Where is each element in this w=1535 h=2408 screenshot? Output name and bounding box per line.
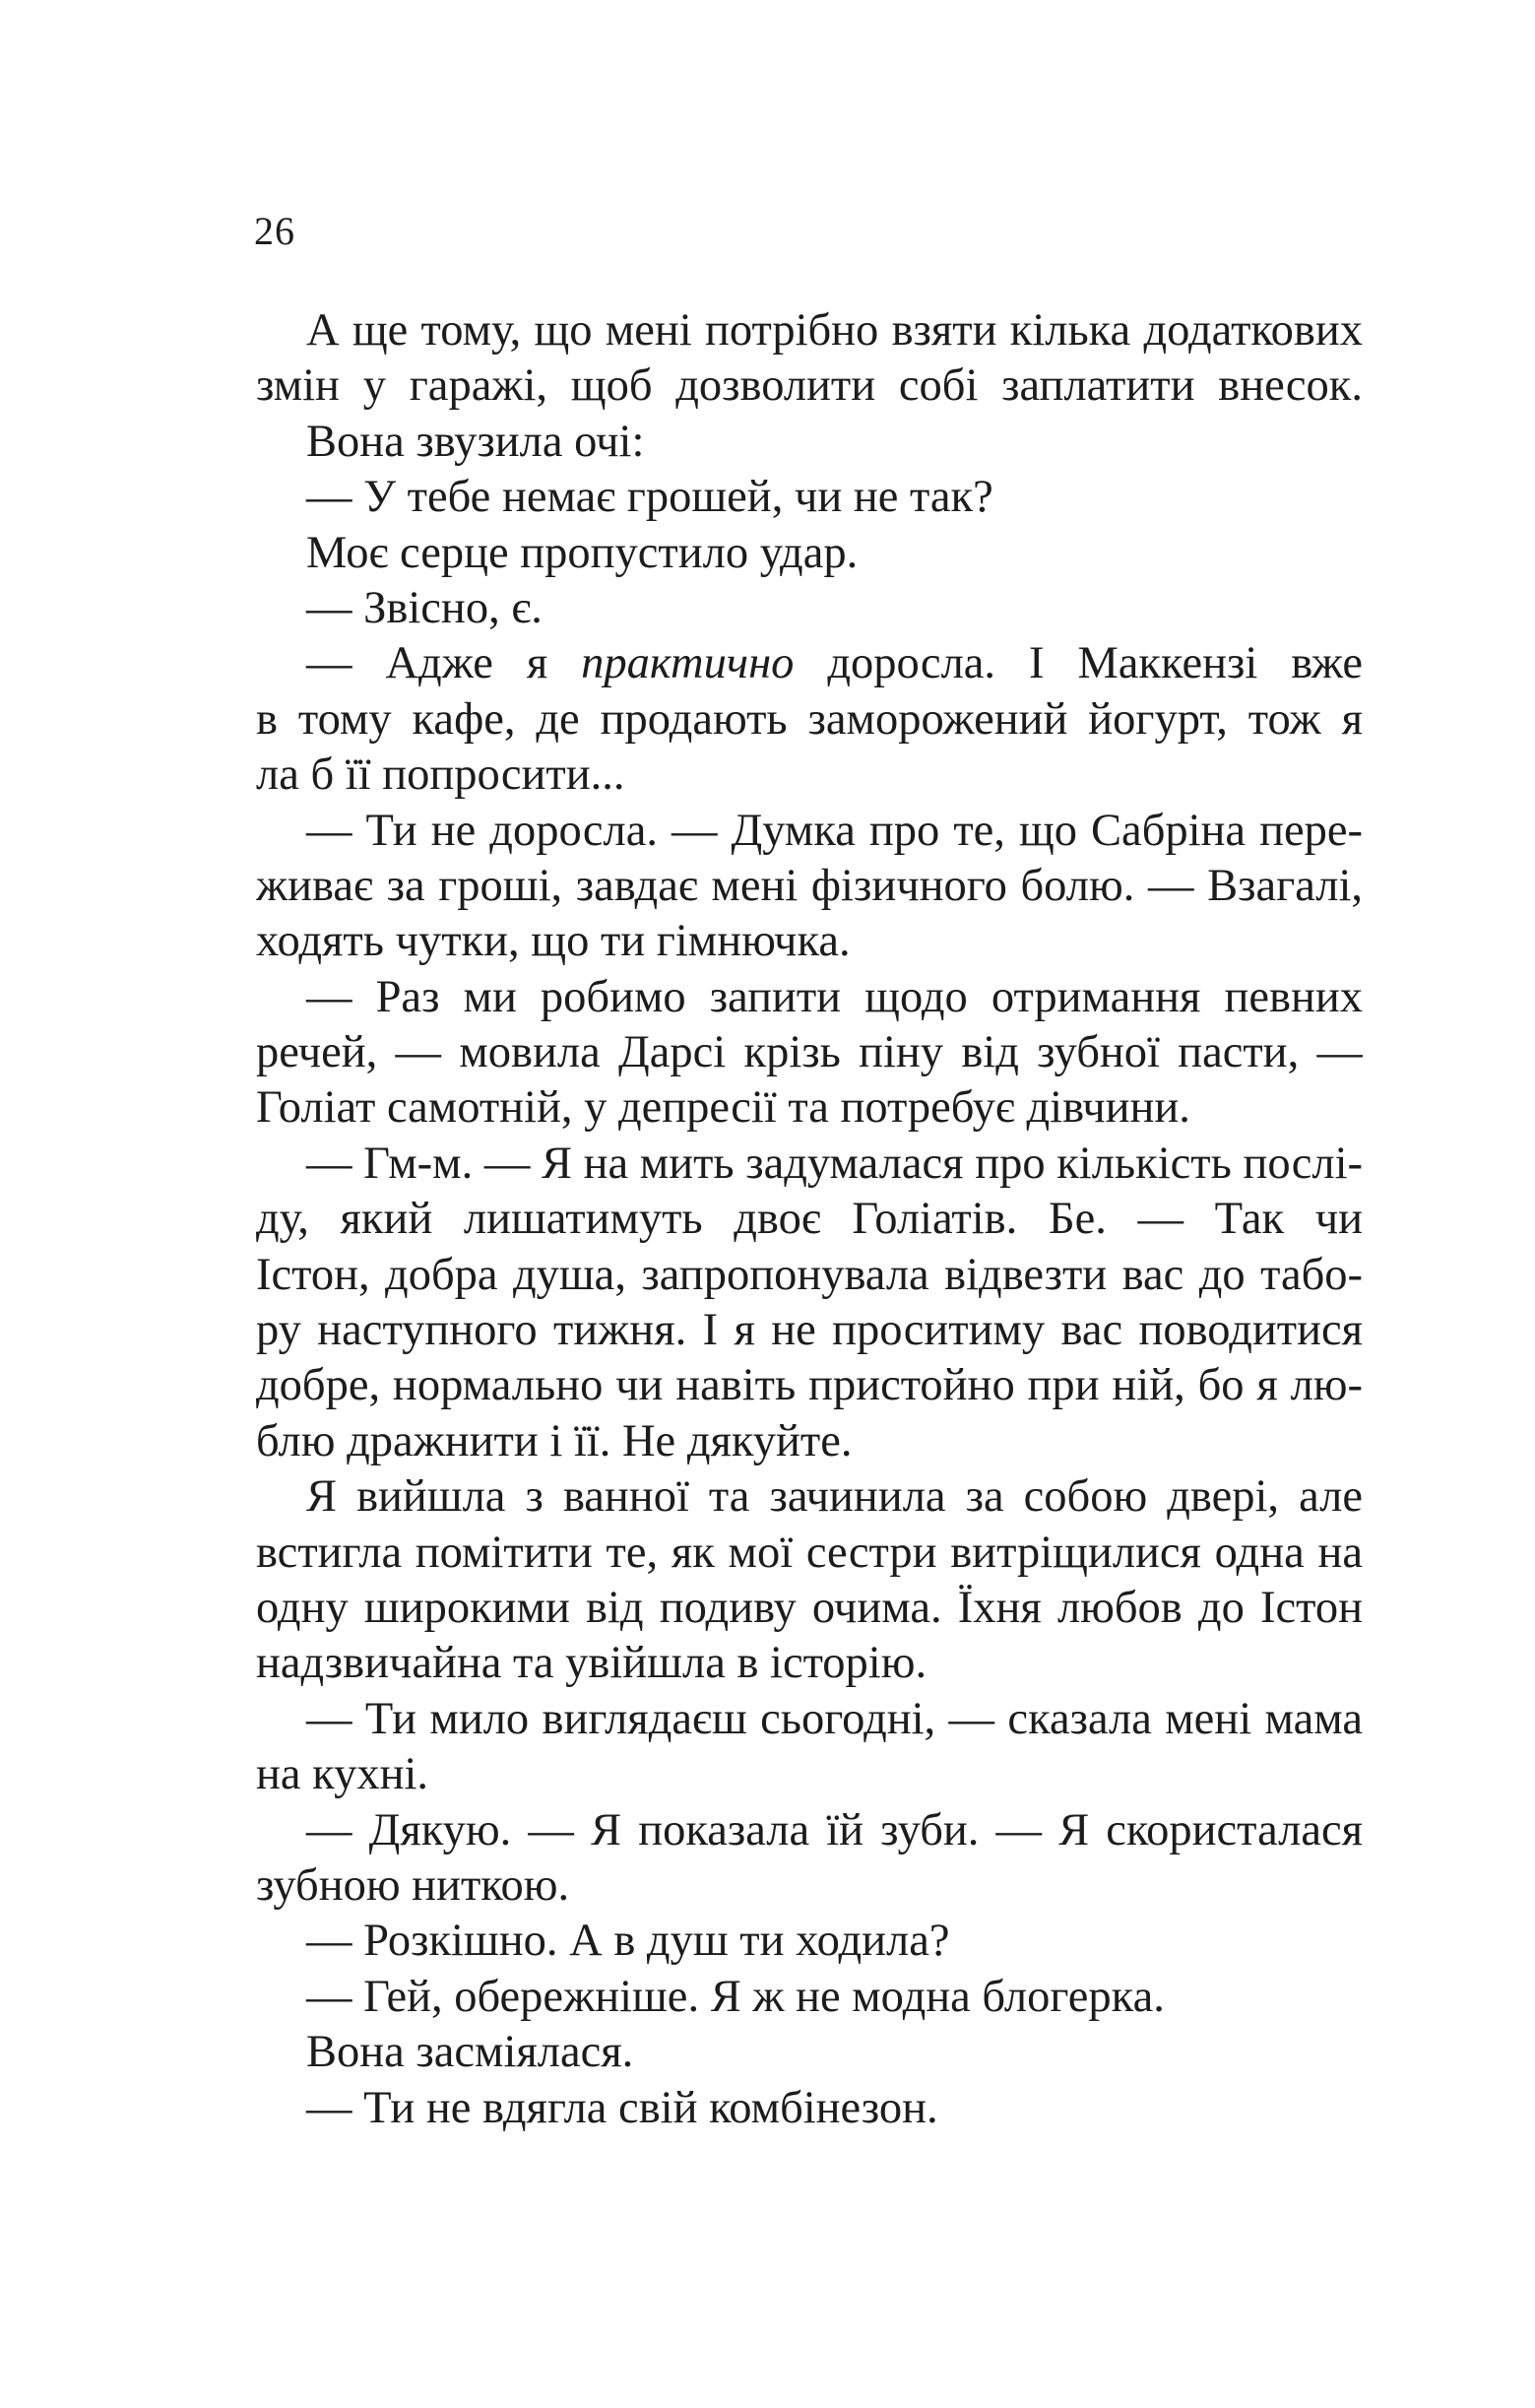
text-line: Істон, добра душа, запропонувала відвезти вас до табо- — [256, 1249, 1363, 1300]
text-line: — Ти мило виглядаєш сьогодні, — сказала мені мама — [306, 1693, 1363, 1744]
text-line: — Ти не вдягла свій комбінезон. — [306, 2082, 938, 2133]
text-line: Моє серце пропустило удар. — [306, 527, 859, 578]
page-number: 26 — [254, 209, 295, 253]
text-line — [256, 636, 1363, 691]
text-line: блю дражнити і її. Не дякуйте. — [256, 1415, 853, 1466]
text-line: одну широкими від подиву очима. Їхня любов до Істон — [256, 1582, 1363, 1633]
text-line: Голіат самотній, у депресії та потребує дівчини. — [256, 1082, 1190, 1134]
text-line: — Розкішно. А в душ ти ходила? — [306, 1916, 950, 1967]
text-line: — Гм-м. — Я на мить задумалася про кількість послі- — [306, 1138, 1363, 1189]
text-line: — У тебе немає грошей, чи не так? — [306, 472, 993, 523]
text-line: ходять чутки, що ти гімнючка. — [256, 916, 851, 967]
text-line: на кухні. — [256, 1749, 429, 1800]
text-line: Вона звузила очі: — [306, 416, 645, 467]
text-segment: доросла. І Маккензі вже — [827, 638, 1363, 689]
text-line: — Ти не доросла. — Думка про те, що Сабріна пере- — [306, 805, 1363, 856]
emphasis: практично — [581, 638, 795, 689]
text-line: — Дякую. — Я показала їй зуби. — Я скористалася — [306, 1804, 1363, 1855]
text-line: ла б її попросити... — [256, 749, 625, 801]
text-line: Я вийшла з ванної та зачинила за собою двері, але — [306, 1471, 1363, 1523]
text-line: Вона засміялася. — [306, 2027, 634, 2078]
text-line: встигла помітити те, як мої сестри витріщилися одна на — [256, 1527, 1363, 1578]
text-line: змін у гаражі, щоб дозволити собі заплатити внесок. — [256, 360, 1363, 412]
text-line: зубною ниткою. — [256, 1859, 570, 1911]
text-line: — Раз ми робимо запити щодо отримання певних — [306, 971, 1363, 1022]
text-line: ду, який лишатимуть двоє Голіатів. Бе. — Так чи — [256, 1194, 1363, 1245]
body-text — [256, 303, 1363, 2136]
text-line: ру наступного тижня. І я не проситиму вас поводитися — [256, 1305, 1363, 1356]
text-line: надзвичайна та увійшла в історію. — [256, 1638, 927, 1689]
text-segment: — Адже я — [306, 638, 582, 689]
text-line: — Звісно, є. — [306, 582, 543, 633]
text-line: — Гей, обережніше. Я ж не модна блогерка. — [306, 1971, 1165, 2022]
text-line: речей, — мовила Дарсі крізь піну від зубної пасти, — — [256, 1027, 1363, 1078]
text-line: живає за гроші, завдає мені фізичного болю. — Взагалі, — [256, 860, 1363, 911]
text-line: в тому кафе, де продають заморожений йогурт, тож я — [256, 693, 1363, 745]
text-line: добре, нормально чи навіть пристойно при ній, бо я лю- — [256, 1360, 1363, 1411]
text-line: А ще тому, що мені потрібно взяти кілька додаткових — [306, 305, 1363, 356]
